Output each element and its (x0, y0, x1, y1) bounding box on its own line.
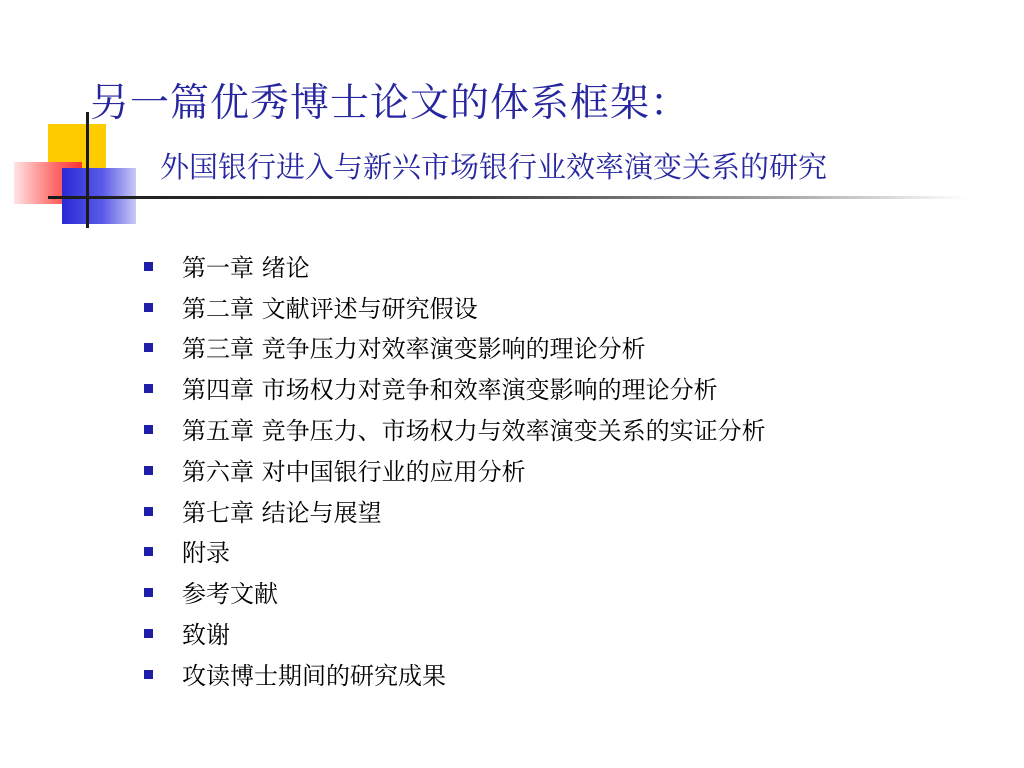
chapter-item (144, 571, 766, 612)
chapter-label: 附录 (182, 539, 230, 568)
square-bullet-icon (144, 507, 153, 516)
square-bullet-icon (144, 262, 153, 271)
square-bullet-icon (144, 629, 153, 638)
slide-title: 另一篇优秀博士论文的体系框架： (90, 81, 691, 126)
chapter-item (144, 449, 766, 490)
chapter-label: 第七章 结论与展望 (182, 498, 382, 527)
chapter-label: 第六章 对中国银行业的应用分析 (182, 457, 526, 486)
square-bullet-icon (144, 425, 153, 434)
logo-vertical-rule (86, 112, 89, 228)
chapter-item (144, 653, 766, 694)
chapter-item (144, 327, 766, 368)
chapter-label: 第三章 竞争压力对效率演变影响的理论分析 (182, 335, 646, 364)
square-bullet-icon (144, 303, 153, 312)
square-bullet-icon (144, 547, 153, 556)
chapter-label: 第四章 市场权力对竞争和效率演变影响的理论分析 (182, 376, 718, 405)
chapter-label: 第一章 绪论 (182, 253, 310, 282)
square-bullet-icon (144, 670, 153, 679)
square-bullet-icon (144, 466, 153, 475)
chapter-item (144, 490, 766, 531)
chapter-item (144, 531, 766, 572)
square-bullet-icon (144, 343, 153, 352)
chapter-item (144, 408, 766, 449)
chapter-label: 攻读博士期间的研究成果 (182, 661, 446, 690)
square-bullet-icon (144, 588, 153, 597)
chapter-item (144, 367, 766, 408)
slide-subtitle: 外国银行进入与新兴市场银行业效率演变关系的研究 (160, 150, 828, 184)
square-bullet-icon (144, 384, 153, 393)
chapter-label: 第二章 文献评述与研究假设 (182, 294, 478, 323)
chapter-label: 致谢 (182, 621, 230, 650)
chapter-list (144, 245, 766, 694)
chapter-label: 参考文献 (182, 580, 278, 609)
chapter-item (144, 245, 766, 286)
chapter-label: 第五章 竞争压力、市场权力与效率演变关系的实证分析 (182, 417, 766, 446)
chapter-item (144, 286, 766, 327)
chapter-item (144, 612, 766, 653)
title-underline-rule (48, 196, 968, 199)
